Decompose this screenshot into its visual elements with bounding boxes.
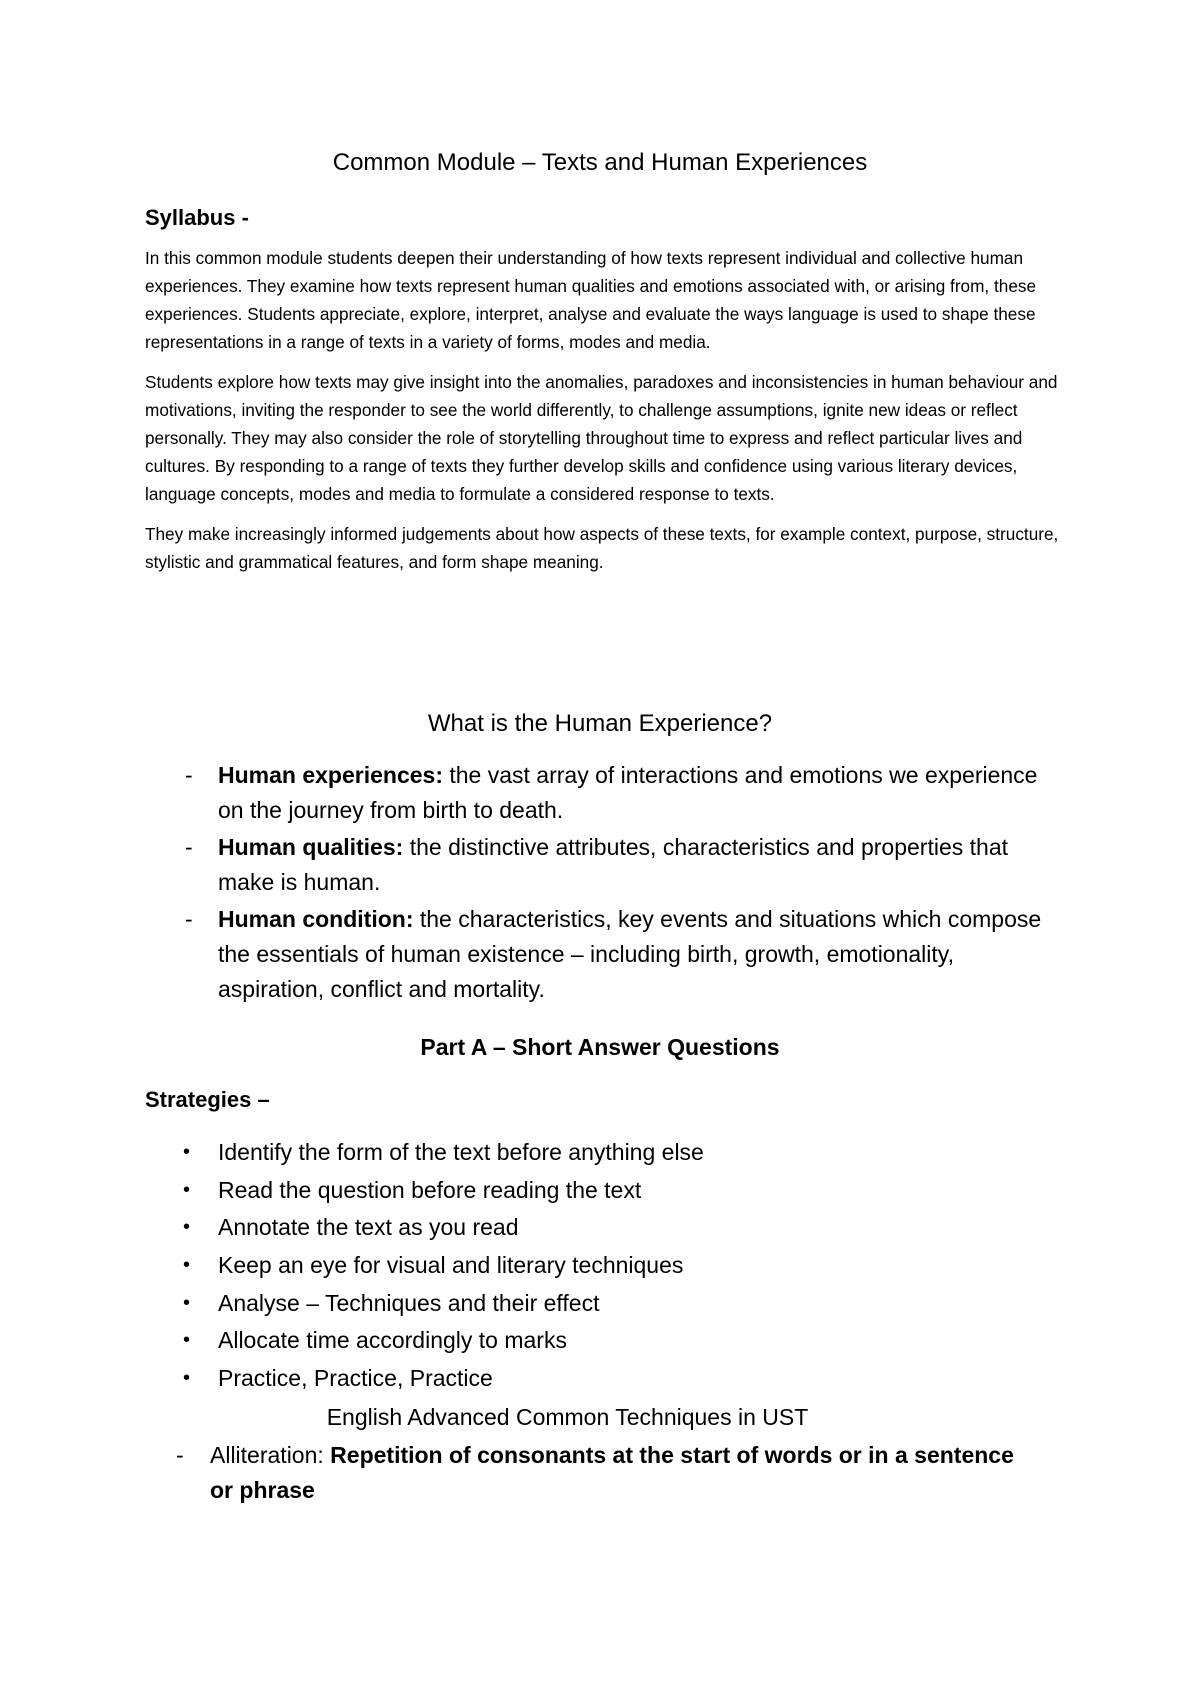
- dash-marker: -: [185, 834, 193, 860]
- strategy-item: [183, 1209, 1063, 1247]
- definition-term: Human experiences:: [218, 762, 443, 788]
- definition-text: the vast array of interactions and emotions we experience on the journey from birth to death.: [218, 762, 1038, 823]
- dash-marker: -: [176, 1442, 184, 1468]
- strategy-text: Annotate the text as you read: [218, 1214, 519, 1241]
- technique-item: [176, 1438, 1026, 1508]
- syllabus-paragraph: They make increasingly informed judgements about how aspects of these texts, for example context, purpose, structure, stylistic and grammatical features, and form shape meaning.: [145, 524, 1059, 572]
- definition-text: the distinctive attributes, characteristics and properties that make is human.: [218, 834, 1008, 895]
- strategy-text: Keep an eye for visual and literary techniques: [218, 1252, 684, 1279]
- technique-definition: Repetition of consonants at the start of words or in a sentence or phrase: [210, 1442, 1014, 1503]
- bullet-icon: •: [183, 1329, 191, 1352]
- bullet-icon: •: [183, 1291, 191, 1314]
- strategy-text: Practice, Practice, Practice: [218, 1365, 493, 1392]
- definition-item: [185, 830, 1055, 900]
- strategy-item: [183, 1247, 1063, 1285]
- strategy-item: [183, 1134, 1063, 1172]
- strategy-text: Read the question before reading the text: [218, 1176, 642, 1203]
- human-experience-heading: What is the Human Experience?: [427, 710, 773, 737]
- bullet-icon: •: [183, 1216, 191, 1239]
- definition-text: the characteristics, key events and situations which compose the essentials of human existence – including birth, growth, emotionality, aspiration, conflict and mortality.: [218, 906, 1042, 1002]
- definition-item: [185, 758, 1055, 828]
- syllabus-label: Syllabus -: [145, 205, 249, 230]
- part-a-heading: Part A – Short Answer Questions: [420, 1034, 780, 1060]
- bullet-icon: •: [183, 1254, 191, 1277]
- definition-term: Human qualities:: [218, 834, 404, 860]
- bullet-icon: •: [183, 1367, 191, 1390]
- syllabus-text: [145, 244, 1075, 588]
- strategy-item: [183, 1322, 1063, 1360]
- definition-list: [185, 758, 1055, 1009]
- definition-item: [185, 902, 1055, 1007]
- dash-marker: -: [185, 762, 193, 788]
- strategies-label: Strategies –: [145, 1087, 270, 1112]
- strategy-text: Identify the form of the text before anything else: [218, 1139, 704, 1165]
- bullet-icon: •: [183, 1178, 191, 1201]
- strategy-text: Allocate time accordingly to marks: [218, 1327, 567, 1354]
- definition-term: Human condition:: [218, 906, 414, 932]
- dash-marker: -: [185, 906, 193, 932]
- document-title: Common Module – Texts and Human Experiences: [332, 149, 868, 176]
- techniques-heading: English Advanced Common Techniques in UST: [326, 1404, 809, 1430]
- syllabus-paragraph: Students explore how texts may give insight into the anomalies, paradoxes and inconsistencies in human behaviour and motivations, inviting the responder to see the world differently, to challenge assumptions, ignite new ideas or reflect personally. They may also consider the role of storytelling throughout time to express and reflect particular lives and cultures. By responding to a range of texts they further develop skills and confidence using various literary devices, language concepts, modes and media to formulate a considered response to texts.: [145, 372, 1058, 504]
- strategy-item: [183, 1172, 1063, 1210]
- strategy-item: [183, 1285, 1063, 1323]
- bullet-icon: •: [183, 1141, 191, 1163]
- syllabus-paragraph: In this common module students deepen their understanding of how texts represent individual and collective human experiences. They examine how texts represent human qualities and emotions associated with, or arising from, these experiences. Students appreciate, explore, interpret, analyse and evaluate the ways language is used to shape these representations in a range of texts in a variety of forms, modes and media.: [145, 248, 1037, 352]
- strategy-item: [183, 1360, 1063, 1398]
- strategy-list: [183, 1134, 1063, 1398]
- strategy-text: Analyse – Techniques and their effect: [218, 1289, 600, 1316]
- technique-term: Alliteration:: [210, 1442, 324, 1468]
- technique-list: [176, 1438, 1026, 1508]
